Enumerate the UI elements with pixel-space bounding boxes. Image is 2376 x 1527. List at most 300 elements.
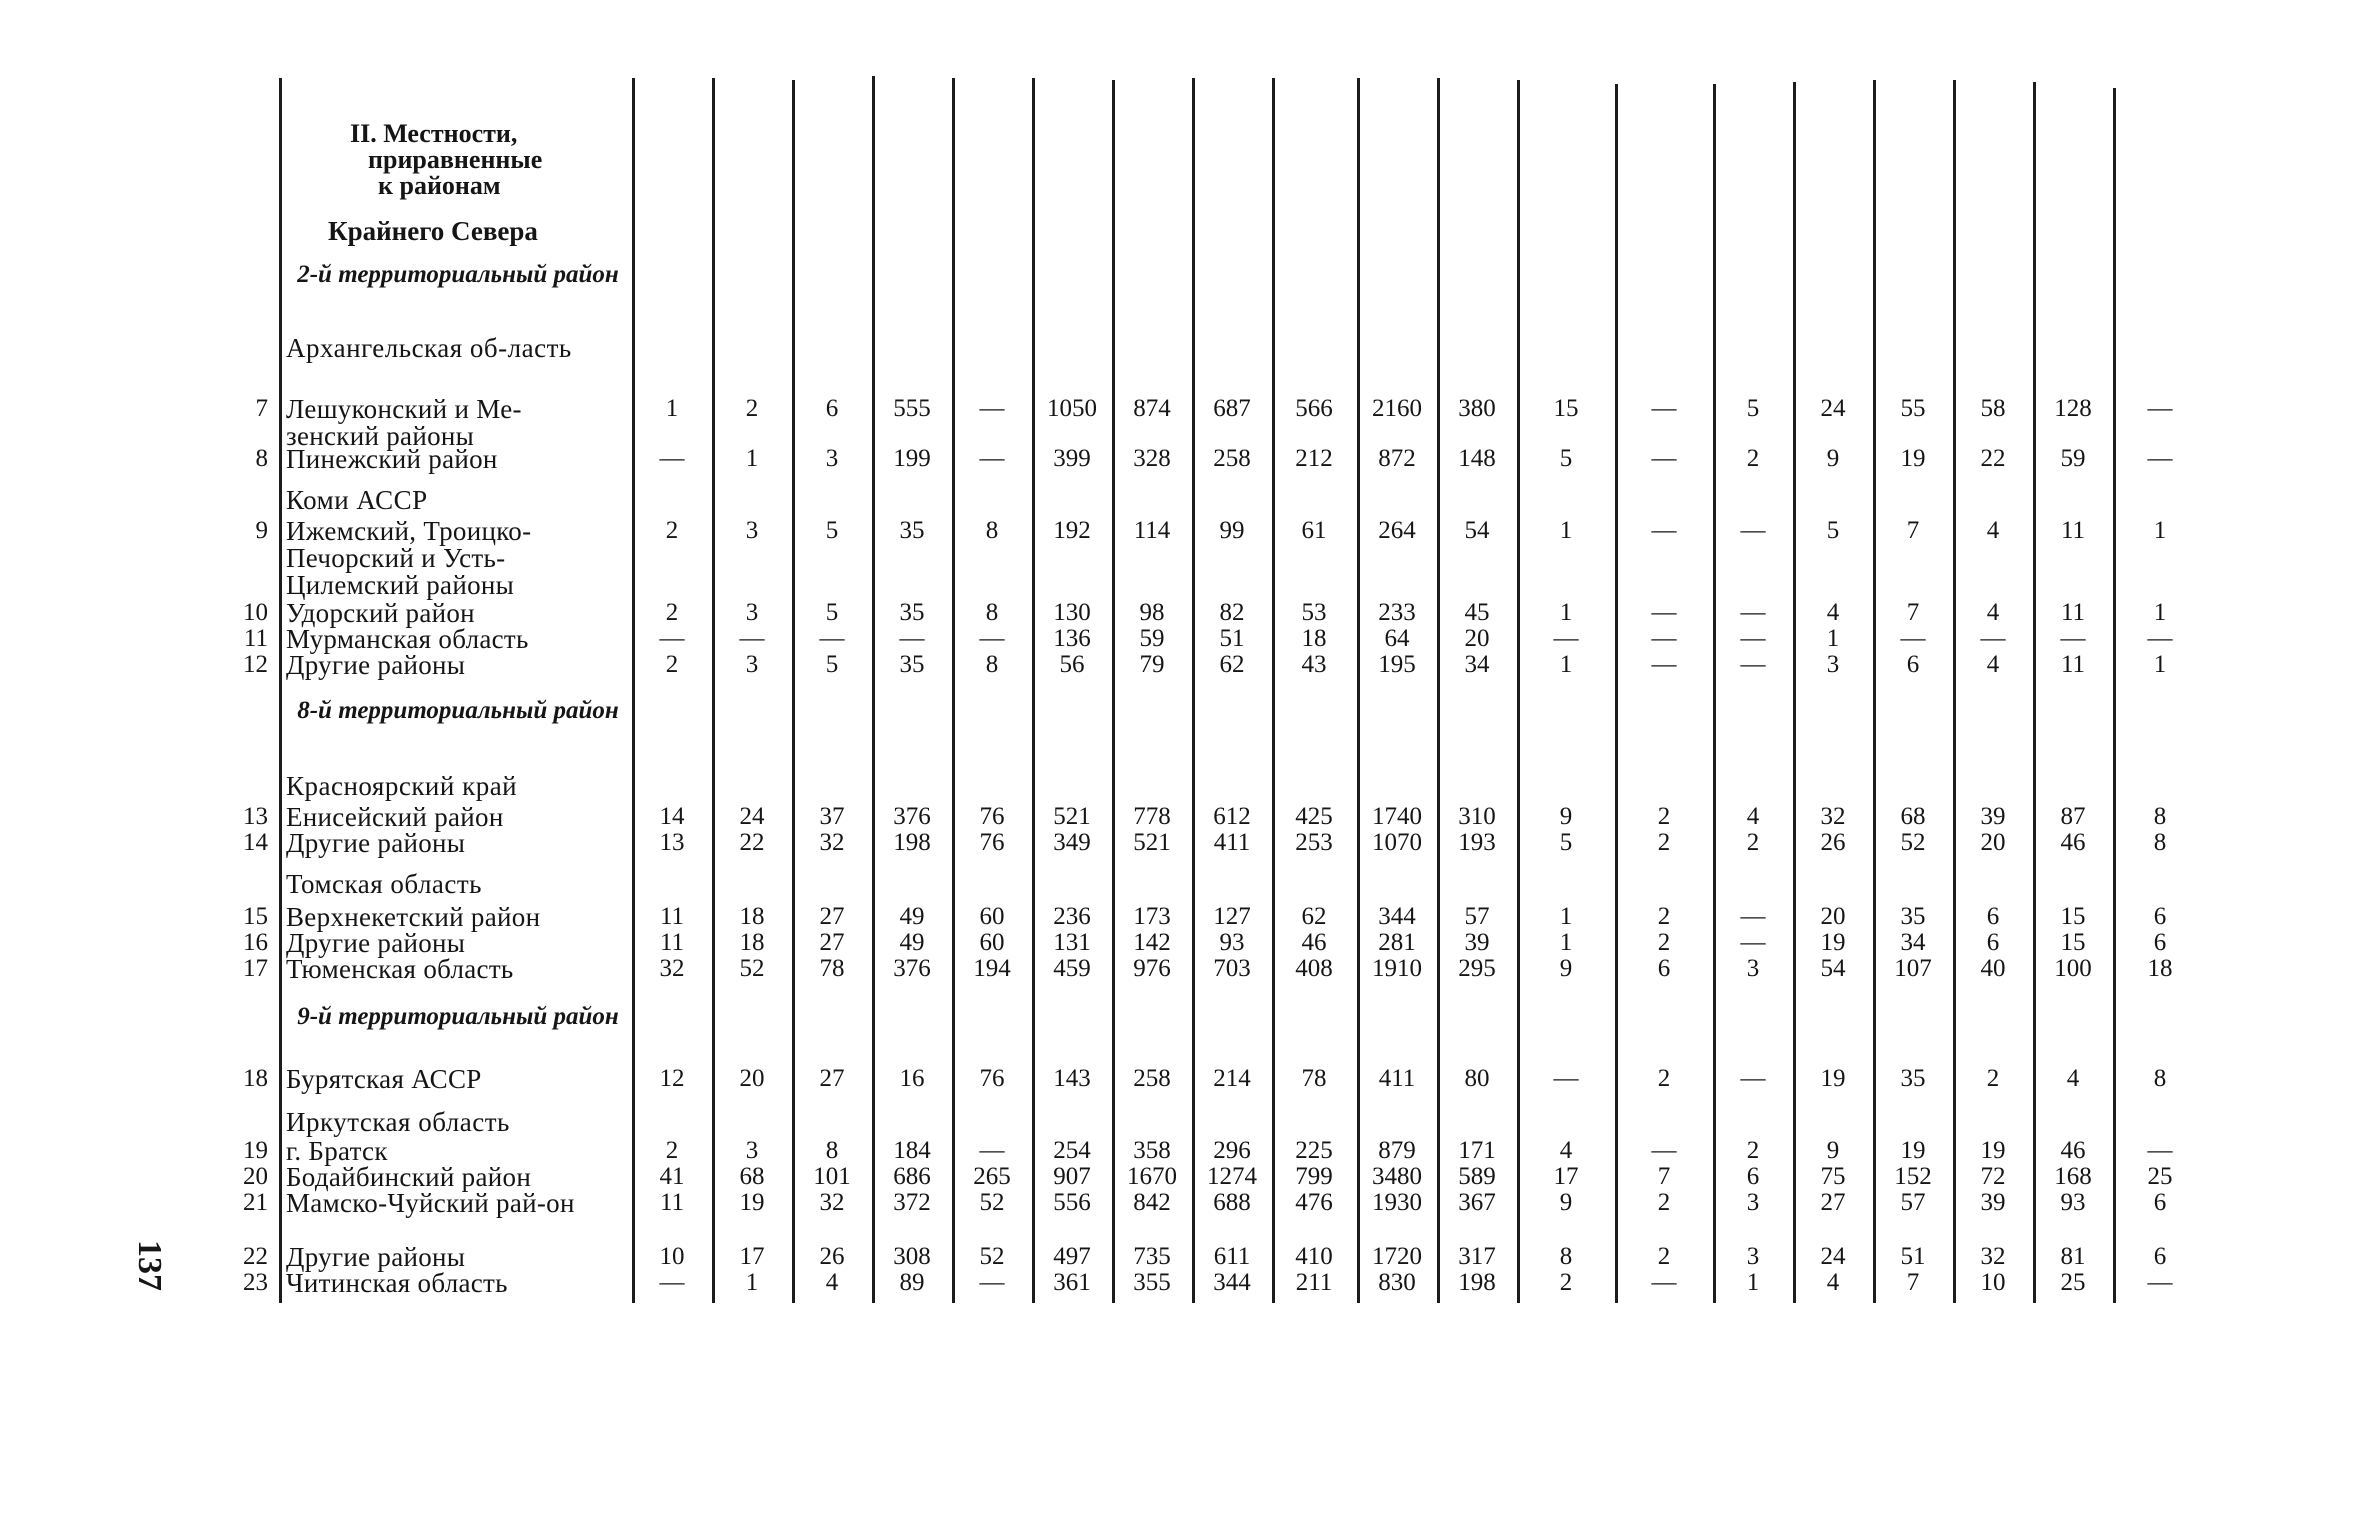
table-cell: — [899,625,925,652]
table-cell: 25 [2060,1269,2086,1296]
row-label: Удорский район [286,598,475,628]
row-number: 14 [243,829,268,856]
table-cell: 735 [1133,1243,1171,1270]
table-cell: 24 [1820,395,1846,422]
table-cell: 26 [819,1243,845,1270]
table-cell: 20 [1980,829,2006,856]
column-rule [632,78,635,1303]
table-cell: 131 [1053,929,1091,956]
row-label: Другие районы [286,928,466,958]
table-cell: 253 [1295,829,1333,856]
table-cell: 52 [979,1243,1005,1270]
table-cell: 211 [1295,1269,1333,1296]
table-cell: — [1740,599,1766,626]
table-cell: 521 [1133,829,1171,856]
table-cell: 566 [1295,395,1333,422]
table-cell: — [1651,1137,1677,1164]
header-title-line-1: II. Местности, [350,119,518,148]
table-cell: 49 [899,903,925,930]
table-cell: 24 [1820,1243,1846,1270]
table-cell: 49 [899,929,925,956]
table-cell: 11 [2060,651,2086,678]
table-cell: 5 [1559,829,1573,856]
table-cell: 9 [1559,1189,1573,1216]
table-cell: 194 [973,955,1011,982]
table-cell: — [659,445,685,472]
column-rule [1357,78,1360,1303]
table-cell: 56 [1059,651,1085,678]
table-cell: 22 [739,829,765,856]
table-cell: 19 [1820,1065,1846,1092]
table-cell: 79 [1139,651,1165,678]
table-cell: 6 [1986,929,2000,956]
table-cell: 476 [1295,1189,1333,1216]
row-label: Бурятская АССР [286,1064,482,1094]
table-cell: 2 [1657,929,1671,956]
table-cell: — [659,625,685,652]
table-cell: 20 [1820,903,1846,930]
table-cell: 59 [1139,625,1165,652]
table-cell: — [979,445,1005,472]
table-cell: 3 [745,517,759,544]
column-rule [1713,84,1716,1303]
header-title-line-3: к районам [378,171,501,200]
table-cell: 2 [745,395,759,422]
table-cell: — [979,1137,1005,1164]
table-cell: 295 [1458,955,1496,982]
table-cell: 89 [899,1269,925,1296]
table-cell: 57 [1464,903,1490,930]
table-cell: — [1651,445,1677,472]
table-cell: 72 [1980,1163,2006,1190]
table-cell: 12 [659,1065,685,1092]
table-cell: 39 [1464,929,1490,956]
table-cell: — [979,1269,1005,1296]
table-cell: 3 [1826,651,1840,678]
column-rule [1192,78,1195,1303]
table-cell: 130 [1053,599,1091,626]
row-label: Тюменская область [286,954,514,984]
table-cell: 54 [1820,955,1846,982]
table-cell: 830 [1378,1269,1416,1296]
table-cell: 192 [1053,517,1091,544]
table-cell: 2 [1746,1137,1760,1164]
table-cell: 19 [1900,445,1926,472]
table-cell: 8 [985,517,999,544]
table-cell: — [659,1269,685,1296]
table-cell: 308 [893,1243,931,1270]
column-rule [712,78,715,1303]
row-label: Другие районы [286,650,466,680]
table-cell: 1 [665,395,679,422]
table-cell: 27 [819,929,845,956]
section-heading: 8-й территориальный район [297,697,619,724]
table-cell: 76 [979,829,1005,856]
column-rule [1437,78,1440,1303]
header-title-line-2: приравненные [368,145,543,174]
table-cell: 51 [1219,625,1245,652]
table-cell: 64 [1384,625,1410,652]
table-cell: 7 [1906,1269,1920,1296]
table-cell: 51 [1900,1243,1926,1270]
table-cell: 1 [1559,599,1573,626]
table-cell: 17 [739,1243,765,1270]
row-number: 16 [243,929,268,956]
table-cell: 101 [813,1163,851,1190]
table-cell: 81 [2060,1243,2086,1270]
table-cell: 2 [665,651,679,678]
column-rule [279,78,282,1303]
table-cell: 687 [1213,395,1251,422]
table-cell: 76 [979,803,1005,830]
table-cell: 7 [1657,1163,1671,1190]
row-label: Бодайбинский район [286,1162,532,1192]
table-cell: 703 [1213,955,1251,982]
column-rule [952,78,955,1303]
table-cell: 4 [1986,651,2000,678]
row-number: 11 [243,625,268,652]
table-cell: 2 [1657,903,1671,930]
table-cell: 52 [739,955,765,982]
table-cell: 198 [893,829,931,856]
row-number: 21 [243,1189,268,1216]
table-cell: 6 [825,395,839,422]
table-cell: 1 [1559,517,1573,544]
row-label: Мурманская область [286,624,529,654]
table-cell: 75 [1820,1163,1846,1190]
table-cell: 25 [2147,1163,2173,1190]
table-cell: 233 [1378,599,1416,626]
table-cell: 27 [819,903,845,930]
group-heading: Красноярский край [286,771,518,801]
table-cell: 6 [1657,955,1671,982]
group-heading: Коми АССР [286,485,428,515]
row-label: Другие районы [286,828,466,858]
table-cell: 8 [2153,803,2167,830]
table-cell: 2 [1657,1065,1671,1092]
table-cell: 317 [1458,1243,1496,1270]
table-cell: 2 [1657,829,1671,856]
table-cell: 4 [825,1269,839,1296]
table-cell: 1720 [1372,1243,1422,1270]
table-cell: 168 [2054,1163,2092,1190]
table-cell: 907 [1053,1163,1091,1190]
row-number: 15 [243,903,268,930]
table-cell: 556 [1053,1189,1091,1216]
table-cell: 10 [1980,1269,2006,1296]
table-cell: 497 [1053,1243,1091,1270]
table-cell: — [1651,625,1677,652]
table-cell: 842 [1133,1189,1171,1216]
table-cell: 778 [1133,803,1171,830]
table-cell: 93 [1219,929,1245,956]
group-heading: Томская область [286,869,482,899]
table-cell: 5 [825,599,839,626]
table-cell: 18 [1301,625,1327,652]
table-cell: 24 [739,803,765,830]
table-cell: 799 [1295,1163,1333,1190]
table-cell: 76 [979,1065,1005,1092]
table-cell: 80 [1464,1065,1490,1092]
table-cell: 425 [1295,803,1333,830]
table-cell: 9 [1559,803,1573,830]
table-cell: 184 [893,1137,931,1164]
table-cell: 349 [1053,829,1091,856]
table-cell: 6 [2153,903,2167,930]
table-cell: 9 [1559,955,1573,982]
table-cell: 376 [893,803,931,830]
table-cell: 380 [1458,395,1496,422]
table-cell: 328 [1133,445,1171,472]
row-number: 22 [243,1243,268,1270]
row-number: 20 [243,1163,268,1190]
table-cell: 1 [2153,651,2167,678]
column-rule [2113,88,2116,1303]
table-cell: 2 [1657,803,1671,830]
table-cell: 8 [985,651,999,678]
table-cell: 82 [1219,599,1245,626]
table-cell: — [819,625,845,652]
table-cell: 459 [1053,955,1091,982]
table-cell: 410 [1295,1243,1333,1270]
row-label: Енисейский район [286,802,504,832]
table-cell: — [1740,625,1766,652]
table-cell: — [2147,625,2173,652]
table-cell: 143 [1053,1065,1091,1092]
table-cell: 193 [1458,829,1496,856]
table-cell: — [1740,929,1766,956]
table-cell: — [1651,1269,1677,1296]
table-cell: 3 [1746,1243,1760,1270]
table-cell: 264 [1378,517,1416,544]
table-cell: 879 [1378,1137,1416,1164]
table-cell: 361 [1053,1269,1091,1296]
table-cell: 78 [819,955,845,982]
table-cell: 35 [899,517,925,544]
table-cell: 142 [1133,929,1171,956]
table-cell: 1274 [1207,1163,1257,1190]
row-number: 12 [243,651,268,678]
table-cell: 11 [2060,517,2086,544]
table-cell: 1 [1826,625,1840,652]
table-cell: 212 [1295,445,1333,472]
row-label: Читинская область [286,1268,508,1298]
table-cell: 107 [1894,955,1932,982]
table-cell: 32 [1820,803,1846,830]
table-cell: 58 [1980,395,2006,422]
column-rule [1112,80,1115,1303]
table-cell: — [2147,445,2173,472]
table-cell: 195 [1378,651,1416,678]
table-cell: 173 [1133,903,1171,930]
table-cell: 281 [1378,929,1416,956]
table-cell: 127 [1213,903,1251,930]
table-cell: 344 [1213,1269,1251,1296]
table-cell: 4 [1986,599,2000,626]
table-cell: 199 [893,445,931,472]
row-label: Пинежский район [286,444,498,474]
table-cell: 296 [1213,1137,1251,1164]
table-cell: 5 [825,517,839,544]
table-cell: 310 [1458,803,1496,830]
group-heading: Архангельская об-ласть [286,333,572,363]
table-cell: 10 [659,1243,685,1270]
table-cell: 19 [1900,1137,1926,1164]
table-cell: 4 [2066,1065,2080,1092]
row-number: 10 [243,599,268,626]
table-cell: 46 [1301,929,1327,956]
table-cell: 99 [1219,517,1245,544]
table-cell: 136 [1053,625,1091,652]
table-cell: 93 [2060,1189,2086,1216]
table-cell: 57 [1900,1189,1926,1216]
table-cell: 2 [665,517,679,544]
table-cell: — [2147,395,2173,422]
table-cell: 2 [1746,829,1760,856]
table-cell: 8 [1559,1243,1573,1270]
table-cell: 1 [1559,929,1573,956]
table-cell: 258 [1133,1065,1171,1092]
table-cell: 6 [2153,1243,2167,1270]
table-cell: 408 [1295,955,1333,982]
column-rule [1615,84,1618,1303]
table-cell: 9 [1826,445,1840,472]
table-cell: 589 [1458,1163,1496,1190]
table-cell: 6 [1986,903,2000,930]
table-cell: 265 [973,1163,1011,1190]
table-cell: 2160 [1372,395,1422,422]
table-cell: — [1740,1065,1766,1092]
table-cell: 46 [2060,829,2086,856]
table-cell: 148 [1458,445,1496,472]
table-cell: 236 [1053,903,1091,930]
table-cell: 4 [1746,803,1760,830]
row-number: 23 [243,1269,268,1296]
table-cell: 3 [745,651,759,678]
table-cell: 171 [1458,1137,1496,1164]
table-cell: 11 [659,929,685,956]
table-cell: 2 [665,599,679,626]
table-cell: 35 [899,651,925,678]
table-cell: 521 [1053,803,1091,830]
table-cell: 225 [1295,1137,1333,1164]
table-cell: 7 [1906,517,1920,544]
table-cell: 8 [825,1137,839,1164]
table-cell: 45 [1464,599,1490,626]
table-cell: 411 [1213,829,1251,856]
table-cell: 55 [1900,395,1926,422]
table-cell: 1 [2153,517,2167,544]
row-label: Верхнекетский район [286,902,541,932]
table-cell: 1 [2153,599,2167,626]
table-cell: 8 [2153,1065,2167,1092]
table-cell: — [1740,517,1766,544]
row-label: г. Братск [286,1136,388,1166]
row-number: 8 [255,445,268,472]
table-cell: 152 [1894,1163,1932,1190]
table-cell: 9 [1826,1137,1840,1164]
table-cell: 52 [1900,829,1926,856]
table-cell: 3 [1746,1189,1760,1216]
table-cell: 358 [1133,1137,1171,1164]
row-number: 18 [243,1065,268,1092]
table-cell: 254 [1053,1137,1091,1164]
group-heading: Иркутская область [286,1107,510,1137]
table-cell: 39 [1980,803,2006,830]
table-cell: 46 [2060,1137,2086,1164]
table-cell: 555 [893,395,931,422]
table-cell: 32 [1980,1243,2006,1270]
table-cell: 18 [739,903,765,930]
row-label: Мамско-Чуйский рай-он [286,1188,575,1218]
table-cell: 612 [1213,803,1251,830]
table-cell: 258 [1213,445,1251,472]
table-cell: 20 [739,1065,765,1092]
row-number: 17 [243,955,268,982]
table-cell: 26 [1820,829,1846,856]
table-cell: 686 [893,1163,931,1190]
table-cell: 4 [1986,517,2000,544]
table-cell: 54 [1464,517,1490,544]
table-cell: 19 [1820,929,1846,956]
table-cell: 68 [1900,803,1926,830]
table-cell: 19 [739,1189,765,1216]
table-cell: 2 [1986,1065,2000,1092]
table-cell: 2 [1559,1269,1573,1296]
table-cell: 60 [979,929,1005,956]
table-cell: 59 [2060,445,2086,472]
table-cell: 5 [1826,517,1840,544]
table-cell: 128 [2054,395,2092,422]
table-cell: 52 [979,1189,1005,1216]
table-cell: — [1651,651,1677,678]
table-cell: — [979,625,1005,652]
table-cell: — [1553,1065,1579,1092]
table-cell: 32 [819,1189,845,1216]
table-cell: 3480 [1372,1163,1422,1190]
table-cell: — [2060,625,2086,652]
table-cell: 16 [899,1065,925,1092]
table-cell: 13 [659,829,685,856]
table-cell: 22 [1980,445,2006,472]
table-cell: 1070 [1372,829,1422,856]
row-label: Другие районы [286,1242,466,1272]
table-cell: 355 [1133,1269,1171,1296]
table-cell: 2 [665,1137,679,1164]
table-cell: 399 [1053,445,1091,472]
column-rule [1272,78,1275,1303]
table-cell: 27 [1820,1189,1846,1216]
column-rule [1032,78,1035,1303]
table-cell: 98 [1139,599,1165,626]
table-cell: 34 [1900,929,1926,956]
table-cell: — [1740,651,1766,678]
table-cell: 40 [1980,955,2006,982]
row-label: Лешуконский и Ме-зенский районы [286,394,522,451]
table-cell: 688 [1213,1189,1251,1216]
row-number: 13 [243,803,268,830]
table-cell: 34 [1464,651,1490,678]
table-cell: 1930 [1372,1189,1422,1216]
table-cell: 198 [1458,1269,1496,1296]
table-cell: 35 [899,599,925,626]
table-cell: 4 [1826,599,1840,626]
table-cell: 3 [745,1137,759,1164]
table-cell: 14 [659,803,685,830]
table-cell: 35 [1900,1065,1926,1092]
table-cell: 4 [1826,1269,1840,1296]
table-cell: 611 [1213,1243,1251,1270]
